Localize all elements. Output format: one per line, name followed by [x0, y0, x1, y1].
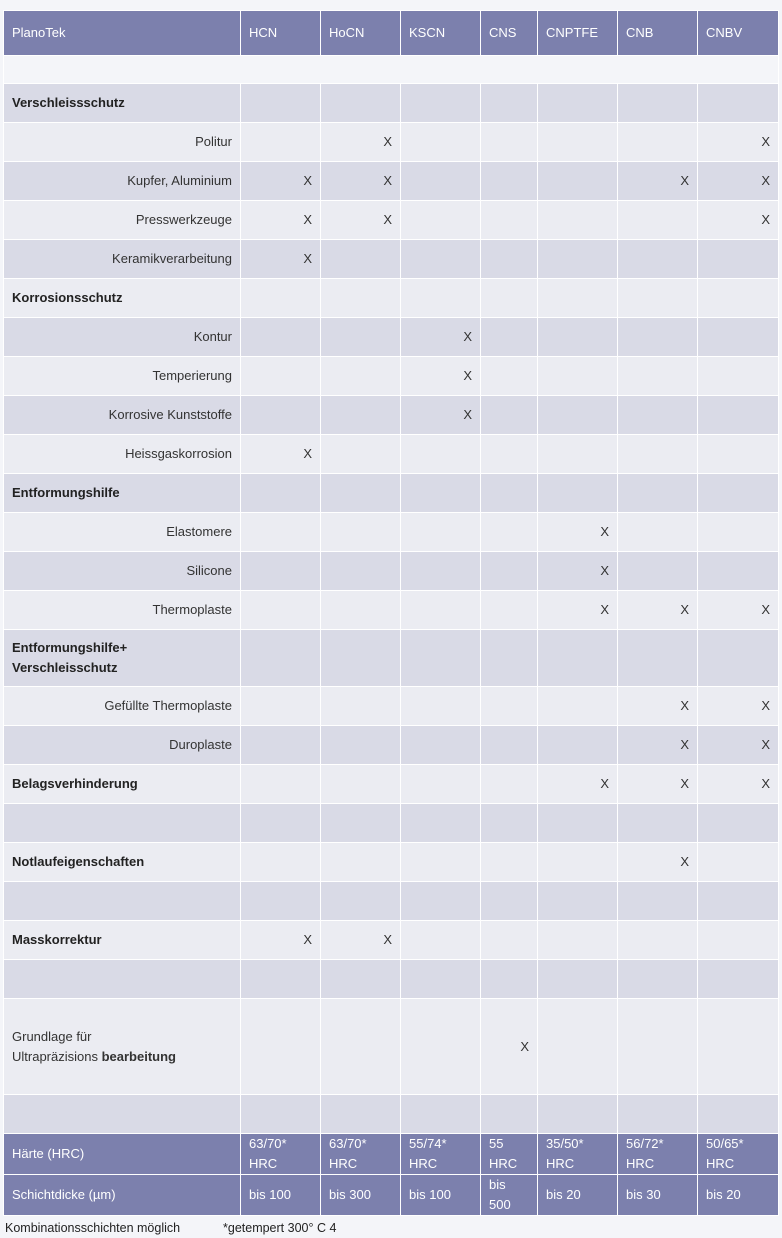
- mark-cell: [538, 999, 618, 1095]
- mark-cell: [481, 804, 538, 843]
- mark-cell: [538, 804, 618, 843]
- row-label: [4, 960, 241, 999]
- mark-cell: [401, 591, 481, 630]
- mark-cell: [481, 552, 538, 591]
- mark-cell: [481, 240, 538, 279]
- coating-table: [3, 10, 779, 1216]
- mark-cell: [698, 474, 779, 513]
- mark-cell: [241, 765, 321, 804]
- mark-cell: [538, 201, 618, 240]
- row-label: Kontur: [4, 318, 241, 357]
- spacer-cell: [4, 56, 779, 84]
- table-row: [4, 240, 779, 279]
- footer-value: bis 500: [481, 1175, 538, 1216]
- mark-cell: [401, 552, 481, 591]
- mark-cell: [241, 726, 321, 765]
- header-cell: PlanoTek: [4, 11, 241, 56]
- mark-cell: [618, 999, 698, 1095]
- mark-cell: [321, 591, 401, 630]
- mark-cell: [618, 882, 698, 921]
- mark-cell: X: [321, 123, 401, 162]
- mark-cell: [241, 843, 321, 882]
- mark-cell: [321, 84, 401, 123]
- mark-cell: X: [618, 726, 698, 765]
- row-label: [4, 882, 241, 921]
- mark-cell: X: [241, 435, 321, 474]
- mark-cell: [481, 921, 538, 960]
- row-label: Temperierung: [4, 357, 241, 396]
- mark-cell: [481, 357, 538, 396]
- mark-cell: X: [538, 552, 618, 591]
- mark-cell: [401, 882, 481, 921]
- header-cell: CNS: [481, 11, 538, 56]
- table-row: [4, 279, 779, 318]
- row-label: Keramikverarbeitung: [4, 240, 241, 279]
- mark-cell: [401, 804, 481, 843]
- mark-cell: [698, 804, 779, 843]
- mark-cell: [321, 435, 401, 474]
- mark-cell: [618, 123, 698, 162]
- mark-cell: [698, 921, 779, 960]
- row-label: Thermoplaste: [4, 591, 241, 630]
- mark-cell: X: [618, 162, 698, 201]
- row-label: Heissgaskorrosion: [4, 435, 241, 474]
- mark-cell: [618, 357, 698, 396]
- mark-cell: [698, 357, 779, 396]
- mark-cell: [538, 318, 618, 357]
- mark-cell: X: [241, 162, 321, 201]
- mark-cell: [698, 240, 779, 279]
- footer-value: 55 HRC: [481, 1134, 538, 1175]
- mark-cell: [241, 999, 321, 1095]
- mark-cell: [538, 396, 618, 435]
- mark-cell: X: [698, 765, 779, 804]
- table-row: [4, 630, 779, 687]
- row-label: Notlaufeigenschaften: [4, 843, 241, 882]
- mark-cell: [241, 84, 321, 123]
- row-label: Masskorrektur: [4, 921, 241, 960]
- footer-row: [4, 1134, 779, 1175]
- mark-cell: X: [241, 240, 321, 279]
- table-row: [4, 357, 779, 396]
- mark-cell: [241, 396, 321, 435]
- row-label: Belagsverhinderung: [4, 765, 241, 804]
- mark-cell: [698, 960, 779, 999]
- table-row: [4, 318, 779, 357]
- mark-cell: [401, 630, 481, 687]
- mark-cell: [618, 1095, 698, 1134]
- mark-cell: [481, 960, 538, 999]
- mark-cell: [241, 123, 321, 162]
- mark-cell: [481, 882, 538, 921]
- table-row: [4, 552, 779, 591]
- header-cell: CNBV: [698, 11, 779, 56]
- table-row: [4, 123, 779, 162]
- mark-cell: X: [401, 396, 481, 435]
- mark-cell: [401, 123, 481, 162]
- footer-label: Schichtdicke (µm): [4, 1175, 241, 1216]
- row-label: Kupfer, Aluminium: [4, 162, 241, 201]
- footer-value: bis 300: [321, 1175, 401, 1216]
- table-row: [4, 435, 779, 474]
- mark-cell: [538, 726, 618, 765]
- table-row: [4, 1095, 779, 1134]
- mark-cell: [401, 435, 481, 474]
- table-row: [4, 162, 779, 201]
- mark-cell: [538, 435, 618, 474]
- mark-cell: [241, 513, 321, 552]
- mark-cell: [698, 84, 779, 123]
- mark-cell: X: [401, 357, 481, 396]
- footer-value: bis 100: [401, 1175, 481, 1216]
- mark-cell: X: [698, 162, 779, 201]
- mark-cell: [618, 804, 698, 843]
- mark-cell: [538, 1095, 618, 1134]
- mark-cell: X: [618, 591, 698, 630]
- mark-cell: [241, 552, 321, 591]
- mark-cell: [401, 726, 481, 765]
- mark-cell: [401, 921, 481, 960]
- table-row: [4, 882, 779, 921]
- mark-cell: [401, 240, 481, 279]
- mark-cell: [618, 552, 698, 591]
- header-cell: CNPTFE: [538, 11, 618, 56]
- mark-cell: [321, 513, 401, 552]
- footer-value: 56/72* HRC: [618, 1134, 698, 1175]
- footer-value: bis 20: [538, 1175, 618, 1216]
- mark-cell: [618, 279, 698, 318]
- mark-cell: [481, 513, 538, 552]
- mark-cell: [481, 591, 538, 630]
- mark-cell: X: [538, 765, 618, 804]
- mark-cell: [321, 630, 401, 687]
- mark-cell: [241, 687, 321, 726]
- footer-value: 50/65* HRC: [698, 1134, 779, 1175]
- mark-cell: [618, 513, 698, 552]
- mark-cell: [401, 513, 481, 552]
- mark-cell: X: [698, 123, 779, 162]
- header-cell: HoCN: [321, 11, 401, 56]
- mark-cell: X: [321, 201, 401, 240]
- table-row: [4, 843, 779, 882]
- table-row: [4, 201, 779, 240]
- mark-cell: [698, 999, 779, 1095]
- footer-value: 55/74* HRC: [401, 1134, 481, 1175]
- mark-cell: [618, 84, 698, 123]
- mark-cell: [481, 201, 538, 240]
- combination-note: Kombinationsschichten möglich: [5, 1221, 181, 1235]
- mark-cell: [538, 474, 618, 513]
- mark-cell: [401, 1095, 481, 1134]
- mark-cell: [321, 765, 401, 804]
- mark-cell: [401, 279, 481, 318]
- mark-cell: [538, 279, 618, 318]
- mark-cell: X: [618, 687, 698, 726]
- mark-cell: X: [321, 921, 401, 960]
- mark-cell: [618, 396, 698, 435]
- mark-cell: [698, 882, 779, 921]
- table-row: [4, 84, 779, 123]
- table-row: [4, 513, 779, 552]
- header-cell: KSCN: [401, 11, 481, 56]
- footer-label: Härte (HRC): [4, 1134, 241, 1175]
- mark-cell: [538, 357, 618, 396]
- mark-cell: X: [401, 318, 481, 357]
- mark-cell: [241, 279, 321, 318]
- mark-cell: [538, 960, 618, 999]
- mark-cell: [321, 726, 401, 765]
- table-body: [4, 11, 779, 1216]
- row-label-bold: bearbeitung: [101, 1048, 176, 1064]
- table-row: [4, 474, 779, 513]
- mark-cell: [241, 318, 321, 357]
- mark-cell: [538, 162, 618, 201]
- mark-cell: [698, 318, 779, 357]
- mark-cell: X: [698, 687, 779, 726]
- mark-cell: [321, 960, 401, 999]
- mark-cell: X: [618, 765, 698, 804]
- mark-cell: [538, 843, 618, 882]
- mark-cell: [321, 396, 401, 435]
- footnote: [5, 1221, 337, 1235]
- row-label-plain: Grundlage für Ultrapräzisions: [12, 1028, 102, 1064]
- row-label: Silicone: [4, 552, 241, 591]
- mark-cell: [698, 396, 779, 435]
- table-row: [4, 804, 779, 843]
- footer-value: 63/70* HRC: [241, 1134, 321, 1175]
- mark-cell: [401, 687, 481, 726]
- mark-cell: X: [241, 201, 321, 240]
- footer-value: 35/50* HRC: [538, 1134, 618, 1175]
- table-row: [4, 726, 779, 765]
- mark-cell: [321, 240, 401, 279]
- row-label: Presswerkzeuge: [4, 201, 241, 240]
- row-label: Elastomere: [4, 513, 241, 552]
- table-row: [4, 765, 779, 804]
- mark-cell: [321, 804, 401, 843]
- mark-cell: [241, 882, 321, 921]
- mark-cell: [538, 882, 618, 921]
- spacer-row: [4, 56, 779, 84]
- mark-cell: [481, 318, 538, 357]
- mark-cell: [538, 630, 618, 687]
- mark-cell: [481, 123, 538, 162]
- mark-cell: [698, 1095, 779, 1134]
- table-row: [4, 960, 779, 999]
- footer-value: bis 30: [618, 1175, 698, 1216]
- mark-cell: [241, 357, 321, 396]
- mark-cell: [481, 162, 538, 201]
- mark-cell: [401, 162, 481, 201]
- row-label: Korrosive Kunststoffe: [4, 396, 241, 435]
- mark-cell: X: [698, 726, 779, 765]
- mark-cell: X: [321, 162, 401, 201]
- mark-cell: [481, 765, 538, 804]
- mark-cell: [698, 435, 779, 474]
- mark-cell: [401, 843, 481, 882]
- mark-cell: [618, 240, 698, 279]
- mark-cell: [538, 240, 618, 279]
- mark-cell: [241, 591, 321, 630]
- mark-cell: [241, 1095, 321, 1134]
- mark-cell: [538, 687, 618, 726]
- mark-cell: [401, 999, 481, 1095]
- footer-value: bis 100: [241, 1175, 321, 1216]
- mark-cell: X: [698, 201, 779, 240]
- mark-cell: [538, 123, 618, 162]
- mark-cell: [321, 882, 401, 921]
- footer-row: [4, 1175, 779, 1216]
- mark-cell: [241, 804, 321, 843]
- mark-cell: X: [538, 591, 618, 630]
- mark-cell: [401, 765, 481, 804]
- row-label: Korrosionsschutz: [4, 279, 241, 318]
- mark-cell: [481, 435, 538, 474]
- row-label: Entformungshilfe: [4, 474, 241, 513]
- mark-cell: [618, 318, 698, 357]
- row-label: Verschleissschutz: [4, 84, 241, 123]
- mark-cell: [538, 921, 618, 960]
- mark-cell: [401, 960, 481, 999]
- mark-cell: [481, 84, 538, 123]
- mark-cell: [481, 474, 538, 513]
- mark-cell: [698, 552, 779, 591]
- mark-cell: X: [698, 591, 779, 630]
- row-label: Entformungshilfe+ Verschleisschutz: [4, 630, 241, 687]
- row-label: Gefüllte Thermoplaste: [4, 687, 241, 726]
- row-label: Duroplaste: [4, 726, 241, 765]
- row-label: [4, 999, 241, 1095]
- mark-cell: [698, 513, 779, 552]
- header-row: [4, 11, 779, 56]
- mark-cell: [618, 474, 698, 513]
- header-cell: HCN: [241, 11, 321, 56]
- mark-cell: [321, 552, 401, 591]
- mark-cell: [698, 843, 779, 882]
- mark-cell: [321, 279, 401, 318]
- mark-cell: [401, 201, 481, 240]
- table-row: [4, 687, 779, 726]
- mark-cell: [481, 279, 538, 318]
- mark-cell: [618, 921, 698, 960]
- mark-cell: [241, 960, 321, 999]
- row-label: [4, 804, 241, 843]
- mark-cell: [618, 435, 698, 474]
- mark-cell: [321, 999, 401, 1095]
- tempered-note: *getempert 300° C 4: [223, 1221, 337, 1235]
- mark-cell: [401, 474, 481, 513]
- footer-value: 63/70* HRC: [321, 1134, 401, 1175]
- mark-cell: X: [538, 513, 618, 552]
- mark-cell: [481, 843, 538, 882]
- mark-cell: [481, 687, 538, 726]
- mark-cell: [321, 318, 401, 357]
- mark-cell: [481, 726, 538, 765]
- mark-cell: X: [618, 843, 698, 882]
- table-row: [4, 396, 779, 435]
- table-row: [4, 921, 779, 960]
- mark-cell: [538, 84, 618, 123]
- mark-cell: [401, 84, 481, 123]
- mark-cell: [618, 201, 698, 240]
- table-row: [4, 591, 779, 630]
- footer-value: bis 20: [698, 1175, 779, 1216]
- mark-cell: [698, 630, 779, 687]
- mark-cell: [698, 279, 779, 318]
- mark-cell: [241, 474, 321, 513]
- mark-cell: [481, 396, 538, 435]
- mark-cell: [321, 843, 401, 882]
- table-row: [4, 999, 779, 1095]
- mark-cell: [321, 357, 401, 396]
- mark-cell: X: [241, 921, 321, 960]
- mark-cell: X: [481, 999, 538, 1095]
- header-cell: CNB: [618, 11, 698, 56]
- mark-cell: [481, 1095, 538, 1134]
- mark-cell: [321, 474, 401, 513]
- mark-cell: [321, 687, 401, 726]
- mark-cell: [241, 630, 321, 687]
- row-label: Politur: [4, 123, 241, 162]
- mark-cell: [481, 630, 538, 687]
- mark-cell: [618, 630, 698, 687]
- mark-cell: [618, 960, 698, 999]
- row-label: [4, 1095, 241, 1134]
- mark-cell: [321, 1095, 401, 1134]
